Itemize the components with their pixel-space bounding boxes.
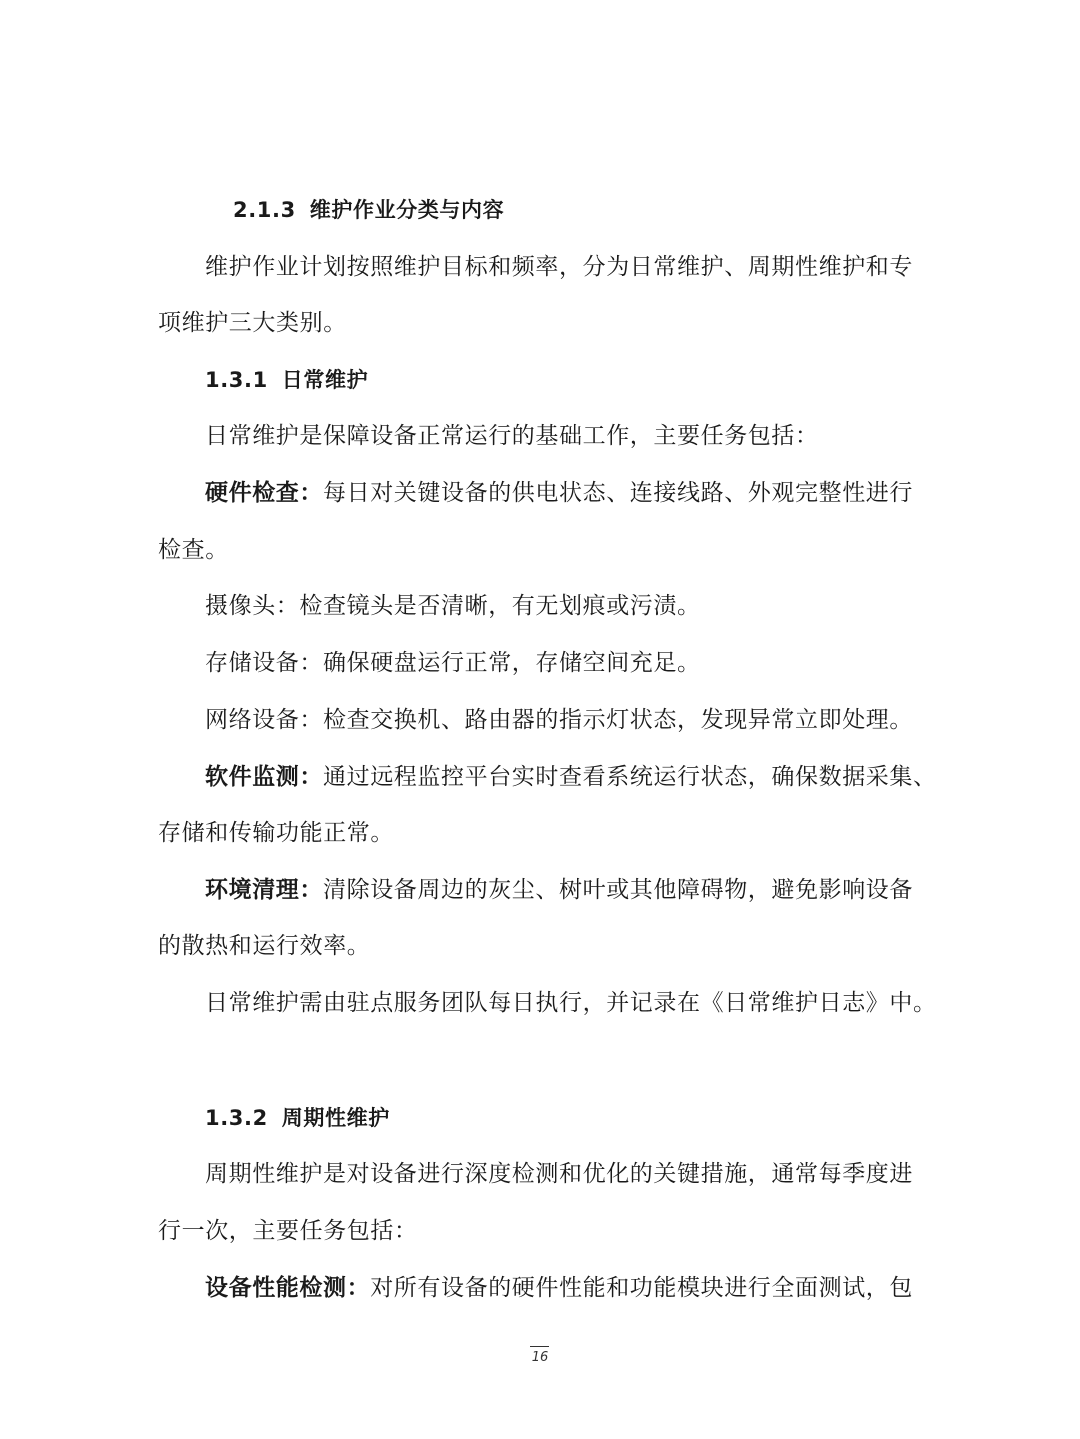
heading-title: 维护作业分类与内容	[309, 198, 505, 222]
paragraph-daily-closing: 日常维护需由驻点服务团队每日执行，并记录在《日常维护日志》中。	[205, 990, 937, 1016]
paragraph-daily-intro: 日常维护是保障设备正常运行的基础工作，主要任务包括：	[205, 423, 819, 449]
paragraph-intro-line1: 维护作业计划按照维护目标和频率，分为日常维护、周期性维护和专	[205, 254, 913, 280]
paragraph-hardware-check	[205, 478, 975, 508]
environment-label: 环境清理：	[205, 877, 323, 903]
hardware-check-text: 每日对关键设备的供电状态、连接线路、外观完整性进行	[323, 480, 913, 506]
software-monitor-text: 通过远程监控平台实时查看系统运行状态，确保数据采集、	[323, 764, 937, 790]
paragraph-periodic-intro-line1: 周期性维护是对设备进行深度检测和优化的关键措施，通常每季度进	[205, 1161, 913, 1187]
heading-number: 1.3.2	[205, 1106, 268, 1130]
paragraph-periodic-intro-line2: 行一次，主要任务包括：	[158, 1218, 418, 1244]
performance-check-text: 对所有设备的硬件性能和功能模块进行全面测试，包	[370, 1275, 914, 1301]
hardware-check-label: 硬件检查：	[205, 480, 323, 506]
paragraph-camera: 摄像头：检查镜头是否清晰，有无划痕或污渍。	[205, 593, 701, 619]
paragraph-intro-line2: 项维护三大类别。	[158, 310, 347, 336]
software-monitor-label: 软件监测：	[205, 764, 323, 790]
paragraph-storage: 存储设备：确保硬盘运行正常，存储空间充足。	[205, 650, 701, 676]
paragraph-performance-check	[205, 1273, 975, 1303]
page-number: 16	[531, 1350, 549, 1365]
heading-number: 2.1.3	[233, 198, 296, 222]
paragraph-environment	[205, 875, 975, 905]
paragraph-software-monitor	[205, 762, 975, 792]
heading-1-3-1	[205, 365, 975, 395]
paragraph-software-monitor-cont: 存储和传输功能正常。	[158, 820, 394, 846]
environment-text: 清除设备周边的灰尘、树叶或其他障碍物，避免影响设备	[323, 877, 913, 903]
performance-check-label: 设备性能检测：	[205, 1275, 371, 1301]
paragraph-network: 网络设备：检查交换机、路由器的指示灯状态，发现异常立即处理。	[205, 707, 913, 733]
heading-2-1-3	[233, 195, 1003, 225]
heading-1-3-2	[205, 1103, 975, 1133]
paragraph-hardware-check-cont: 检查。	[158, 537, 229, 563]
heading-number: 1.3.1	[205, 368, 268, 392]
heading-title: 周期性维护	[281, 1106, 390, 1130]
heading-title: 日常维护	[281, 368, 369, 392]
paragraph-environment-cont: 的散热和运行效率。	[158, 933, 371, 959]
footer-rule	[530, 1346, 549, 1347]
